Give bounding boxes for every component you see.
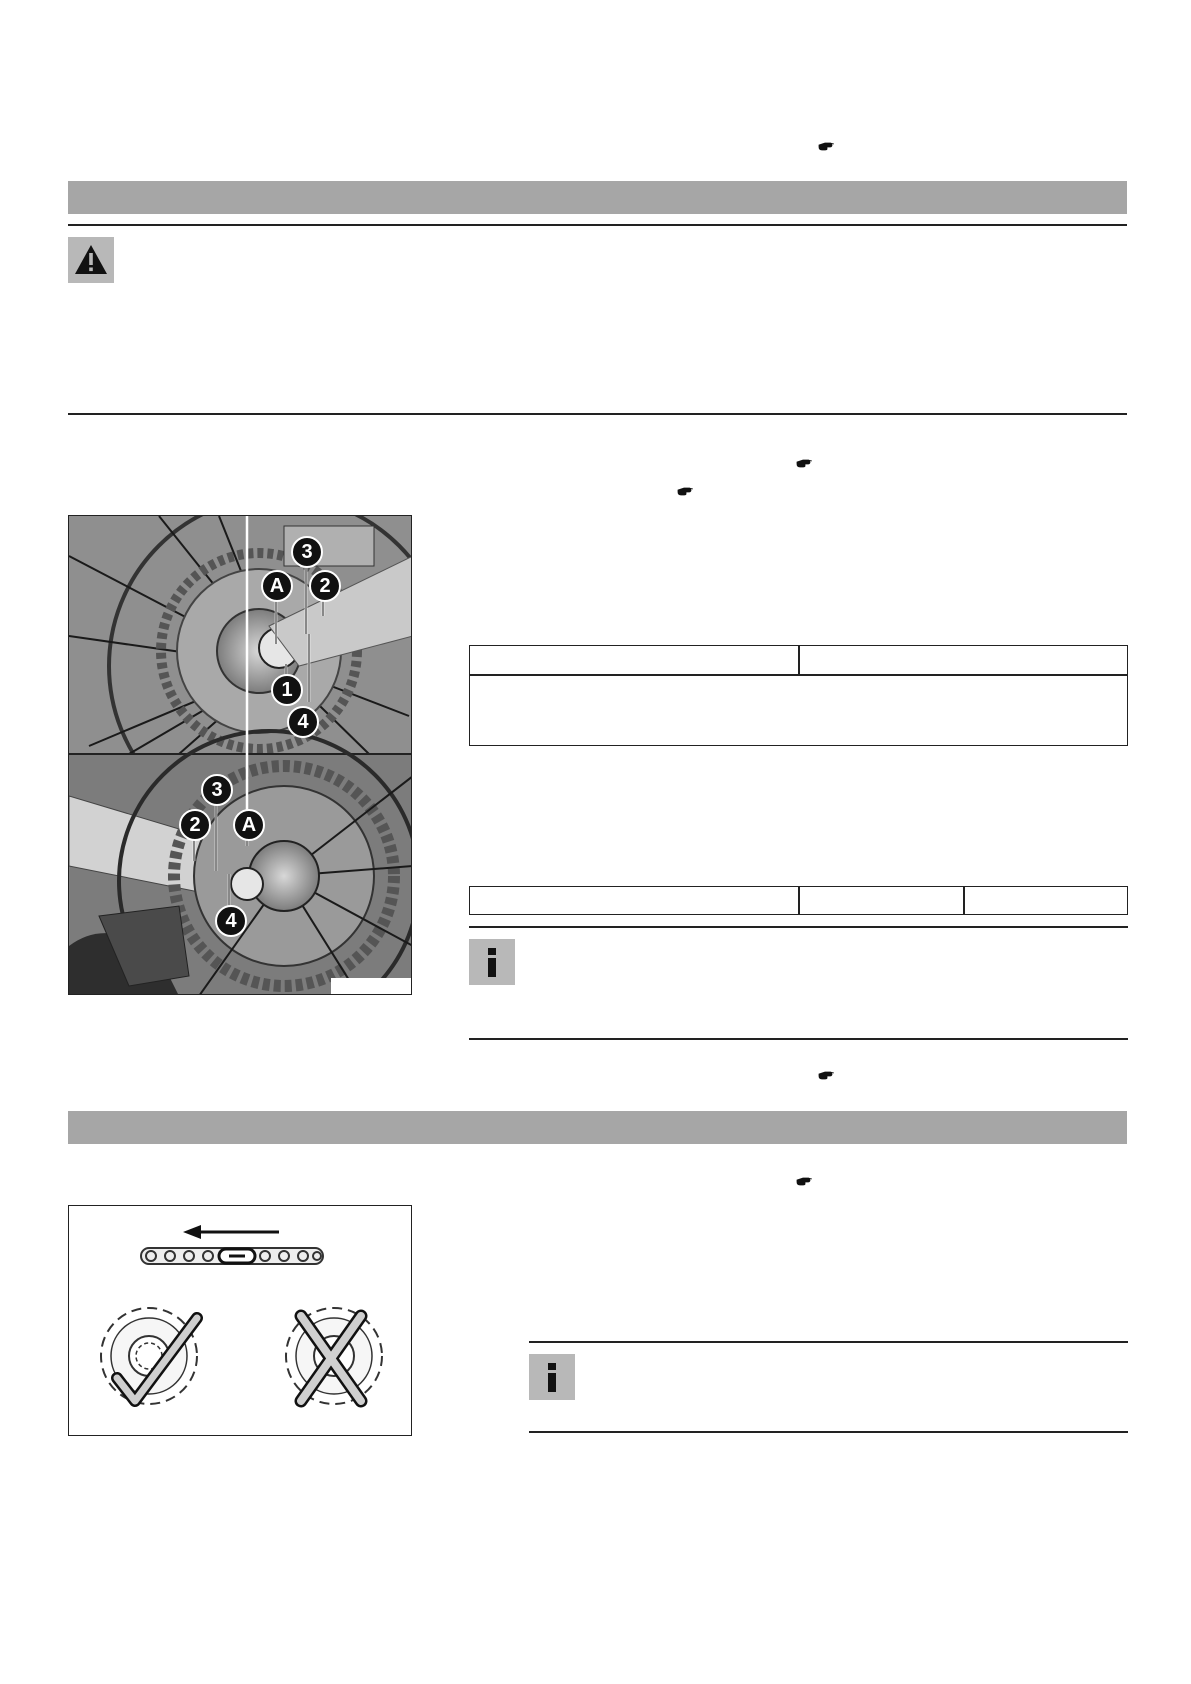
callout-1: 1 <box>271 674 303 706</box>
warning-bottom-rule <box>68 413 1127 415</box>
table-row-divider <box>470 674 1127 676</box>
callout-2: 2 <box>309 570 341 602</box>
info-bottom-rule <box>529 1431 1128 1433</box>
table-cell-divider <box>963 887 965 914</box>
info-icon-box <box>469 939 515 985</box>
pointing-hand-icon <box>818 140 834 152</box>
section-header-bar <box>68 181 1127 214</box>
pointing-hand-icon <box>796 1175 812 1187</box>
spec-table-1 <box>469 645 1128 746</box>
pointing-hand-icon <box>677 485 693 497</box>
callout-2: 2 <box>179 809 211 841</box>
arrow-left-icon <box>183 1225 279 1239</box>
section-header-bar <box>68 1111 1127 1144</box>
chain-direction-diagram <box>69 1206 412 1436</box>
callout-a: A <box>261 570 293 602</box>
chain-direction-figure <box>68 1205 412 1436</box>
callout-3: 3 <box>201 774 233 806</box>
info-icon <box>529 1354 575 1400</box>
table-cell-divider <box>798 887 800 914</box>
table-cell-divider <box>798 646 800 674</box>
callout-3: 3 <box>291 536 323 568</box>
rear-wheel-photo-figure <box>68 515 412 995</box>
info-icon-box <box>529 1354 575 1400</box>
callout-4: 4 <box>215 905 247 937</box>
warning-triangle-icon <box>68 237 114 283</box>
warning-top-rule <box>68 224 1127 226</box>
info-icon <box>469 939 515 985</box>
info-top-rule <box>469 926 1128 928</box>
chain-master-link <box>219 1249 255 1263</box>
info-top-rule <box>529 1341 1128 1343</box>
callout-a: A <box>233 809 265 841</box>
pointing-hand-icon <box>796 457 812 469</box>
callout-4: 4 <box>287 706 319 738</box>
info-bottom-rule <box>469 1038 1128 1040</box>
pointing-hand-icon <box>818 1069 834 1081</box>
warning-icon-box <box>68 237 114 283</box>
spec-table-2 <box>469 886 1128 915</box>
